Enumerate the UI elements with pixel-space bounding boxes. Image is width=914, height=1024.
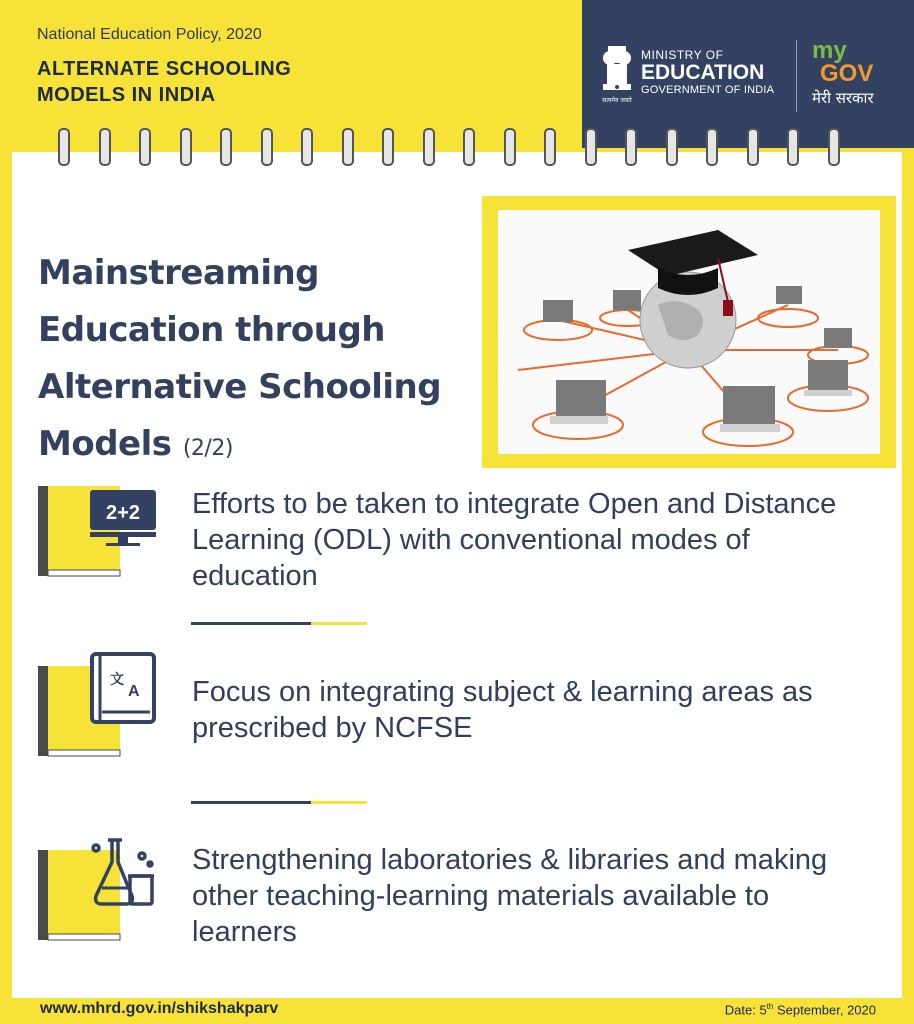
math-board-icon <box>88 486 158 558</box>
footer-date: Date: 5th September, 2020 <box>724 1002 876 1018</box>
mygov-logo <box>812 37 908 110</box>
item-text: Focus on integrating subject & learning areas as prescribed by NCFSE <box>192 676 813 744</box>
list-item <box>36 652 876 760</box>
main-title <box>38 245 478 477</box>
spiral-ring <box>301 128 313 166</box>
spiral-ring <box>625 128 637 166</box>
svg-text:2+2: 2+2 <box>106 502 140 524</box>
svg-text:A: A <box>128 683 140 700</box>
separator <box>191 801 367 804</box>
page-header-title: ALTERNATE SCHOOLING MODELS IN INDIA <box>37 58 292 106</box>
spiral-ring <box>220 128 232 166</box>
spiral-ring <box>585 128 597 166</box>
separator <box>191 622 367 625</box>
mygov-hindi: मेरी सरकार <box>812 89 874 107</box>
svg-text:文: 文 <box>110 672 124 688</box>
spiral-ring <box>747 128 759 166</box>
spiral-ring <box>666 128 678 166</box>
spiral-ring <box>504 128 516 166</box>
main-title-text: Mainstreaming Education through Alternative Schooling Models <box>38 253 442 464</box>
spiral-ring <box>787 128 799 166</box>
logo-divider <box>796 40 797 112</box>
spiral-ring <box>463 128 475 166</box>
part-indicator: (2/2) <box>182 436 233 461</box>
list-item <box>36 486 876 592</box>
illustration-frame <box>482 196 896 468</box>
svg-text:सत्यमेव जयते: सत्यमेव जयते <box>602 97 632 104</box>
spiral-ring <box>261 128 273 166</box>
ministry-logo <box>641 48 774 96</box>
mygov-gov: GOV <box>820 60 874 87</box>
spiral-ring <box>99 128 111 166</box>
item-text: Efforts to be taken to integrate Open and Distance Learning (ODL) with conventional modes of education <box>192 488 837 592</box>
spiral-ring <box>342 128 354 166</box>
spiral-ring <box>180 128 192 166</box>
policy-label: National Education Policy, 2020 <box>37 26 262 43</box>
spiral-ring <box>828 128 840 166</box>
lab-flask-icon <box>88 836 158 908</box>
spiral-ring <box>544 128 556 166</box>
national-emblem-icon <box>594 44 640 106</box>
spiral-ring <box>58 128 70 166</box>
list-item <box>36 836 876 946</box>
ministry-line2: EDUCATION <box>641 61 765 84</box>
graduation-globe-network-image <box>498 210 880 454</box>
language-book-icon <box>88 652 158 724</box>
mygov-my: my <box>812 37 847 64</box>
ministry-line3: GOVERNMENT OF INDIA <box>641 84 775 96</box>
ministry-line1: MINISTRY OF <box>641 48 724 62</box>
spiral-ring <box>706 128 718 166</box>
item-text: Strengthening laboratories & libraries and making other teaching-learning materials available to learners <box>192 844 828 948</box>
spiral-ring <box>423 128 435 166</box>
footer-url-link[interactable]: www.mhrd.gov.in/shikshakparv <box>40 1000 279 1017</box>
spiral-binding <box>0 128 914 168</box>
spiral-ring <box>139 128 151 166</box>
spiral-ring <box>382 128 394 166</box>
